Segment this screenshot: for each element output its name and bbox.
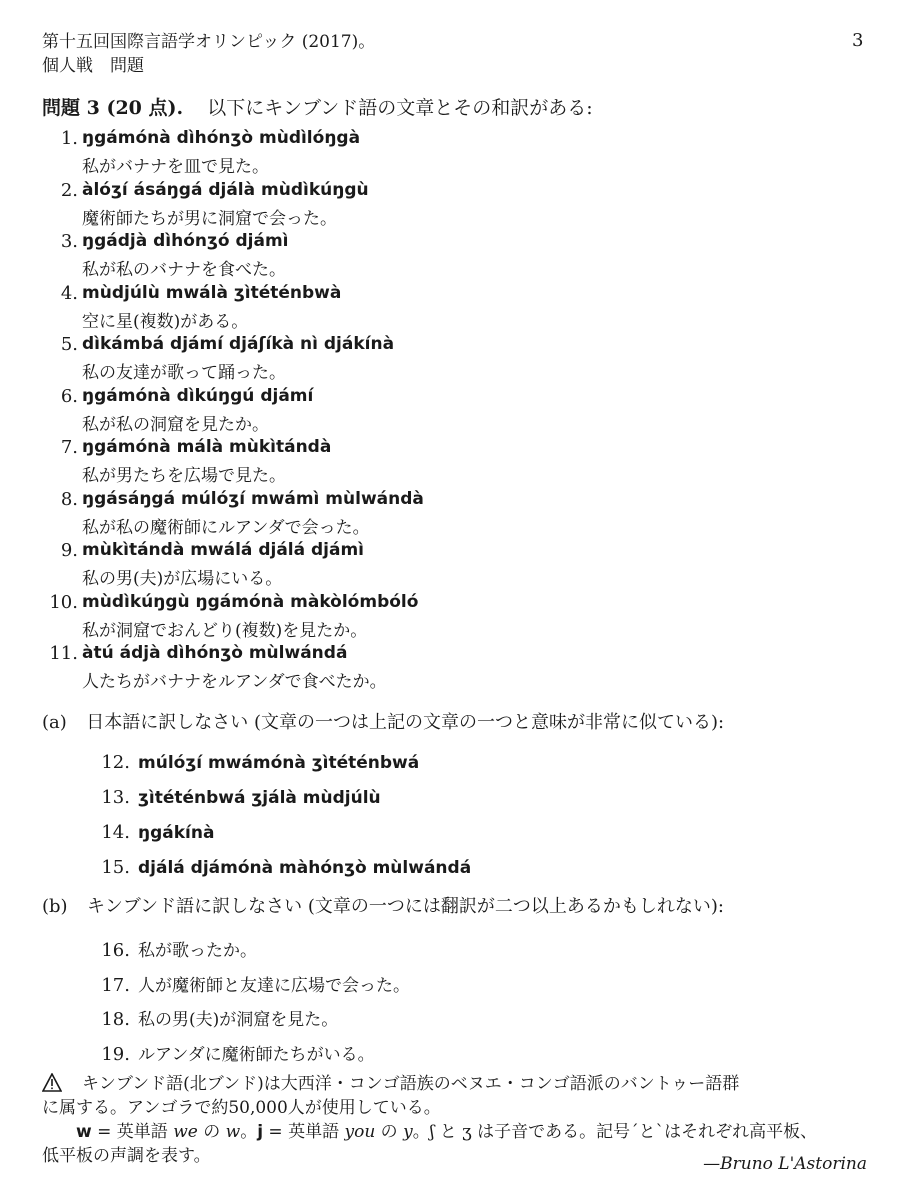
sentence-number: 2.: [60, 179, 78, 201]
note-line-2: に属する。アンゴラで約50,000人が使用している。: [42, 1098, 441, 1118]
part-b-instruction: キンブンド語に訳しなさい (文章の一つには翻訳が二つ以上あるかもしれない):: [87, 896, 724, 917]
sentence-number: 10.: [49, 591, 78, 613]
kimbundu-sentence: ŋgásáŋgá múlóʒí mwámì mùlwándà: [82, 488, 424, 509]
note-w-letter: w: [225, 1122, 241, 1142]
note-w-text: = 英単語: [91, 1122, 174, 1142]
japanese-translation: 私が洞窟でおんどり(複数)を見たか。: [82, 620, 368, 641]
part-b-item: [96, 971, 410, 996]
note-w-mid: の: [197, 1122, 226, 1142]
warning-icon: [42, 1072, 82, 1096]
kimbundu-sentence: ŋgámónà málà mùkìtándà: [82, 437, 332, 457]
note-j-text: = 英単語: [263, 1122, 345, 1142]
part-a-label: (a): [42, 712, 67, 733]
sentence-number: 8.: [60, 488, 78, 510]
note-j-symbol: j: [257, 1122, 264, 1142]
note-j-mid: の: [375, 1122, 404, 1142]
kimbundu-sentence: mùdjúlù mwálà ʒìtéténbwà: [82, 282, 342, 303]
kimbundu-sentence: ʒìtéténbwá ʒjálà mùdjúlù: [138, 788, 381, 808]
japanese-sentence: 私が歌ったか。: [138, 941, 257, 961]
part-a-heading: [42, 708, 724, 734]
note-line-3: [42, 1120, 872, 1144]
part-b-item: [96, 1005, 338, 1030]
header-round: 個人戦 問題: [42, 56, 144, 76]
japanese-translation: 人たちがバナナをルアンダで食べたか。: [82, 672, 387, 692]
question-number: 16.: [101, 940, 130, 961]
kimbundu-sentence: dìkámbá djámí djáʃíkà nì djákínà: [82, 334, 395, 354]
part-b-item: [96, 1040, 375, 1065]
note-consonants: ʃ と ʒ は子音である。記号´と`はそれぞれ高平板、: [429, 1122, 818, 1142]
question-number: 13.: [101, 787, 130, 808]
japanese-translation: 魔術師たちが男に洞窟で会った。: [82, 208, 337, 229]
kimbundu-sentence: àlóʒí ásáŋgá djálà mùdìkúŋgù: [82, 179, 369, 200]
sentence-number: 11.: [49, 643, 78, 664]
part-a-instruction: 日本語に訳しなさい (文章の一つは上記の文章の一つと意味が非常に似ている):: [86, 712, 725, 733]
part-a-item: [96, 857, 471, 878]
kimbundu-sentence: múlóʒí mwámónà ʒìtéténbwá: [138, 753, 420, 773]
japanese-translation: 空に星(複数)がある。: [82, 311, 249, 332]
kimbundu-sentence: ŋgákínà: [138, 823, 215, 843]
sentence-number: 1.: [60, 128, 78, 149]
sentence-number: 6.: [60, 385, 78, 407]
problem-title: [42, 93, 593, 120]
kimbundu-sentence: ŋgámónà dìkúŋgú djámí: [82, 385, 314, 406]
kimbundu-sentence: ŋgámónà dìhónʒò mùdìlóŋgà: [82, 128, 361, 148]
part-a-item: [96, 787, 381, 808]
question-number: 12.: [101, 752, 130, 773]
kimbundu-sentence: djálá djámónà màhónʒò mùlwándá: [138, 858, 472, 878]
sentence-number: 9.: [60, 540, 78, 561]
part-a-item: [96, 752, 419, 773]
japanese-translation: 私が私の魔術師にルアンダで会った。: [82, 517, 370, 538]
question-number: 19.: [101, 1043, 130, 1065]
kimbundu-sentence: mùdìkúŋgù ŋgámónà màkòlómbóló: [82, 591, 419, 612]
japanese-translation: 私の男(夫)が広場にいる。: [82, 569, 283, 589]
japanese-translation: 私が私の洞窟を見たか。: [82, 414, 269, 435]
note-j-end: 。: [412, 1122, 430, 1142]
japanese-translation: 私がバナナを皿で見た。: [82, 157, 269, 177]
note-j-letter: y: [403, 1122, 413, 1142]
kimbundu-sentence: mùkìtándà mwálá djálá djámì: [82, 540, 365, 560]
note-w-symbol: w: [76, 1122, 92, 1142]
problem-label: 問題 3 (20 点).: [42, 97, 184, 119]
part-b-heading: [42, 892, 724, 918]
note-j-word: you: [344, 1122, 376, 1142]
sentence-number: 3.: [60, 231, 78, 252]
kimbundu-sentence: àtú ádjà dìhónʒò mùlwándá: [82, 643, 348, 663]
note-w-end: 。: [240, 1122, 258, 1142]
problem-intro: 以下にキンブンド語の文章とその和訳がある:: [207, 97, 593, 119]
kimbundu-sentence: ŋgádjà dìhónʒó djámì: [82, 231, 289, 251]
part-b-item: [96, 936, 257, 961]
note-line-1: キンブンド語(北ブンド)は大西洋・コンゴ語族のベヌエ・コンゴ語派のバントゥー語群: [82, 1074, 740, 1094]
japanese-sentence: 人が魔術師と友達に広場で会った。: [138, 975, 410, 996]
question-number: 14.: [101, 822, 130, 843]
question-number: 15.: [101, 857, 130, 878]
japanese-translation: 私が男たちを広場で見た。: [82, 466, 286, 486]
japanese-translation: 私が私のバナナを食べた。: [82, 260, 286, 280]
header-competition: 第十五回国際言語学オリンピック (2017)。: [42, 32, 376, 52]
note-line-4: 低平板の声調を表す。: [42, 1146, 211, 1166]
page-number: 3: [852, 30, 864, 51]
sentence-number: 5.: [60, 334, 78, 355]
part-a-item: [96, 822, 214, 843]
sentence-number: 4.: [60, 282, 78, 304]
question-number: 17.: [101, 974, 130, 996]
part-b-label: (b): [42, 896, 68, 917]
page-header: [42, 30, 375, 78]
japanese-sentence: ルアンダに魔術師たちがいる。: [138, 1044, 375, 1065]
author-signature: —Bruno L'Astorina: [703, 1154, 867, 1174]
japanese-sentence: 私の男(夫)が洞窟を見た。: [138, 1010, 339, 1030]
japanese-translation: 私の友達が歌って踊った。: [82, 363, 286, 383]
sentence-number: 7.: [60, 437, 78, 458]
question-number: 18.: [101, 1009, 130, 1030]
note-w-word: we: [173, 1122, 198, 1142]
